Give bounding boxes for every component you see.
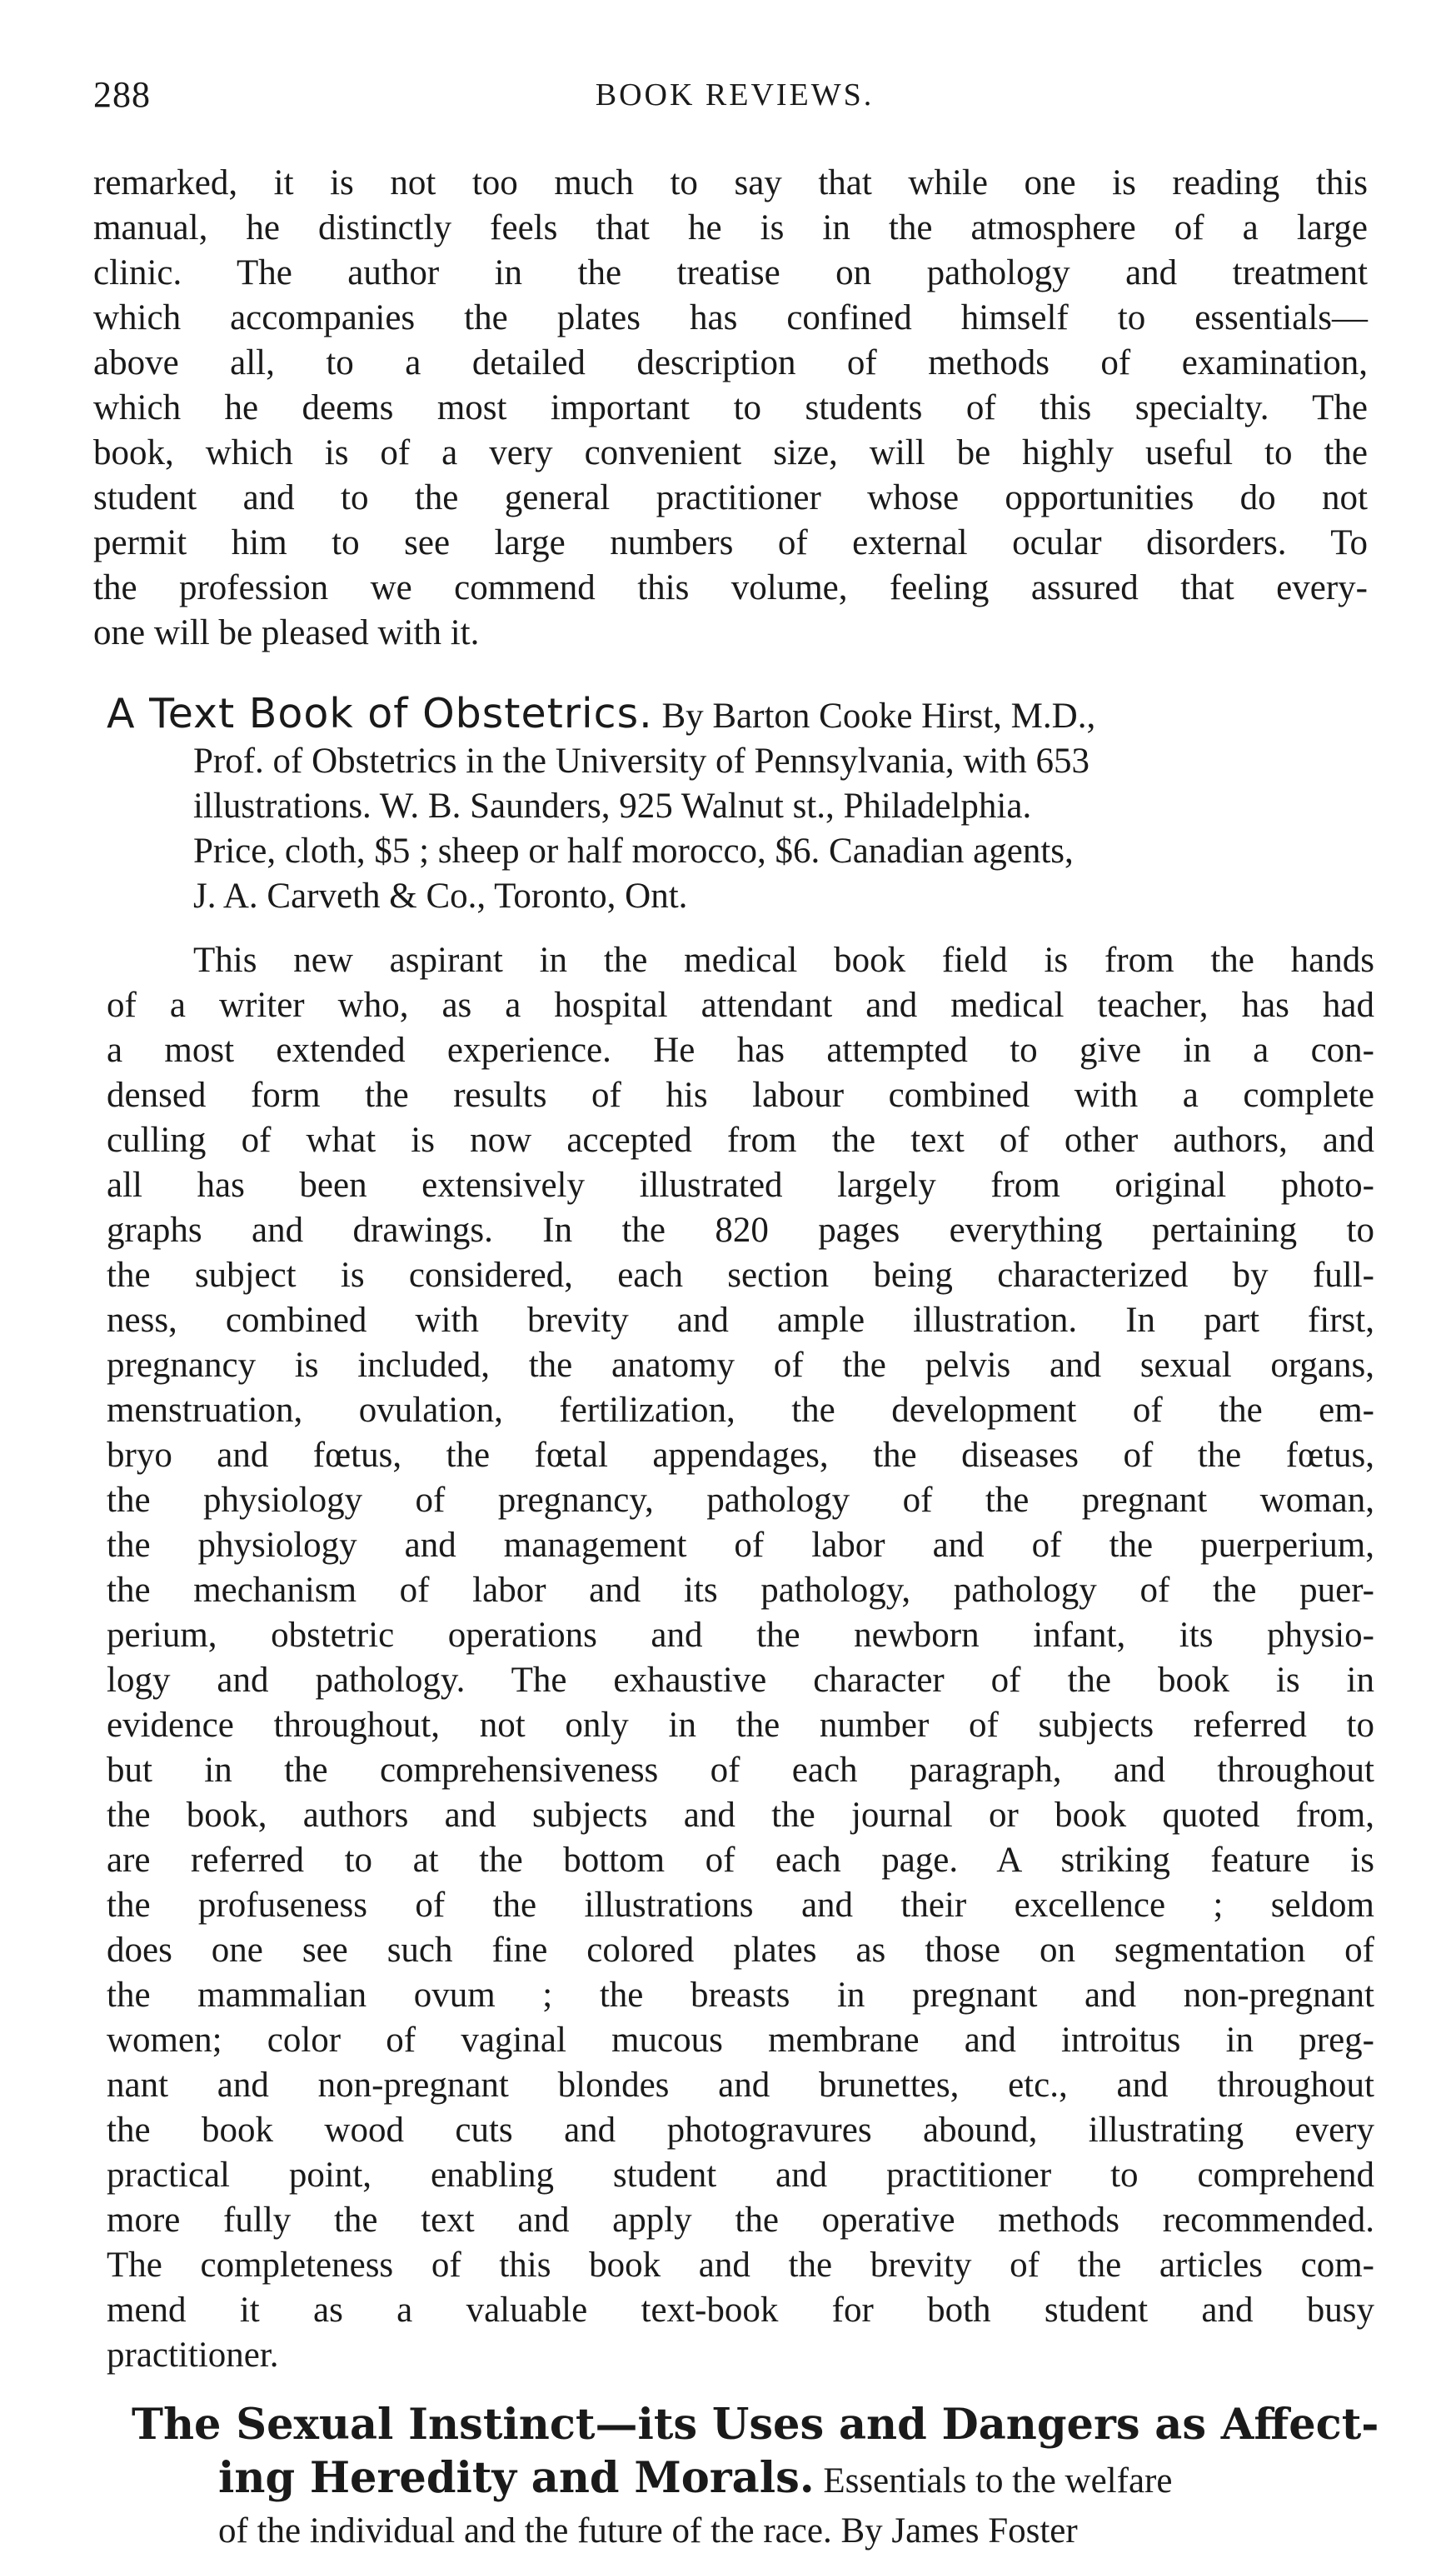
text-line: the profession we commend this volume, feeling assured that every-	[93, 568, 1368, 607]
heading-line	[132, 2453, 1381, 2506]
text-line: book, which is of a very convenient size, will be highly useful to the	[93, 433, 1368, 472]
continued-review-paragraph	[93, 161, 1368, 656]
review-heading-obstetrics	[107, 692, 1381, 919]
review-byline: By Barton Cooke Hirst, M.D.,	[661, 697, 1096, 736]
review-heading-sexual-instinct	[132, 2400, 1381, 2556]
text-line: the physiology and management of labor and of the puerperium,	[107, 1526, 1374, 1565]
text-line: the mammalian ovum ; the breasts in pregnant and non-pregnant	[107, 1976, 1374, 2015]
obstetrics-review-paragraph	[107, 938, 1374, 2378]
text-line: are referred to at the bottom of each page. A striking feature is	[107, 1841, 1374, 1880]
text-line: the profuseness of the illustrations and their excellence ; seldom	[107, 1886, 1374, 1925]
review-title: A Text Book of Obstetrics.	[107, 690, 653, 737]
text-line: perium, obstetric operations and the newborn infant, its physio-	[107, 1616, 1374, 1655]
text-line: practitioner.	[107, 2336, 279, 2375]
text-line: the physiology of pregnancy, pathology of the pregnant woman,	[107, 1481, 1374, 1520]
text-line: the book wood cuts and photogravures abound, illustrating every	[107, 2111, 1374, 2150]
text-line: bryo and fœtus, the fœtal appendages, the diseases of the fœtus,	[107, 1436, 1374, 1475]
heading-line	[132, 2400, 1381, 2453]
heading-line: of the individual and the future of the race. By James Foster	[218, 2511, 1078, 2551]
text-line: permit him to see large numbers of external ocular disorders. To	[93, 523, 1368, 562]
text-line: does one see such fine colored plates as those on segmentation of	[107, 1931, 1374, 1970]
text-line: remarked, it is not too much to say that while one is reading this	[93, 163, 1368, 202]
text-line: which accompanies the plates has confined himself to essentials—	[93, 298, 1368, 337]
text-line: The completeness of this book and the brevity of the articles com-	[107, 2246, 1374, 2285]
text-line: the book, authors and subjects and the journal or book quoted from,	[107, 1796, 1374, 1835]
text-line: ness, combined with brevity and ample illustration. In part first,	[107, 1301, 1374, 1340]
text-line: which he deems most important to students of this specialty. The	[93, 388, 1368, 427]
review-title: The Sexual Instinct—its Uses and Dangers as Affect-	[132, 2400, 1379, 2450]
text-line: a most extended experience. He has attempted to give in a con-	[107, 1031, 1374, 1070]
text-line: one will be pleased with it.	[93, 613, 480, 652]
heading-line: Prof. of Obstetrics in the University of Pennsylvania, with 653	[193, 742, 1090, 781]
running-head	[93, 73, 1376, 123]
heading-line	[107, 692, 1381, 739]
text-line: This new aspirant in the medical book field is from the hands	[193, 941, 1374, 980]
text-line: the subject is considered, each section being characterized by full-	[107, 1256, 1374, 1295]
text-line: but in the comprehensiveness of each paragraph, and throughout	[107, 1751, 1374, 1790]
text-line: all has been extensively illustrated largely from original photo-	[107, 1166, 1374, 1205]
text-line: pregnancy is included, the anatomy of the pelvis and sexual organs,	[107, 1346, 1374, 1385]
text-line: menstruation, ovulation, fertilization, the development of the em-	[107, 1391, 1374, 1430]
text-line: densed form the results of his labour combined with a complete	[107, 1076, 1374, 1115]
text-line: women; color of vaginal mucous membrane and introitus in preg-	[107, 2021, 1374, 2060]
text-line: logy and pathology. The exhaustive character of the book is in	[107, 1661, 1374, 1700]
heading-line: Price, cloth, $5 ; sheep or half morocco, $6. Canadian agents,	[193, 832, 1074, 871]
review-subtitle: Essentials to the welfare	[823, 2461, 1173, 2501]
heading-line: J. A. Carveth & Co., Toronto, Ont.	[193, 877, 688, 916]
text-line: more fully the text and apply the operative methods recommended.	[107, 2201, 1374, 2240]
text-line: above all, to a detailed description of methods of examination,	[93, 343, 1368, 382]
page-number: 288	[93, 74, 151, 115]
text-line: clinic. The author in the treatise on pathology and treatment	[93, 253, 1368, 292]
text-line: of a writer who, as a hospital attendant and medical teacher, has had	[107, 986, 1374, 1025]
review-title-continued: ing Heredity and Morals.	[218, 2453, 815, 2503]
running-title: BOOK REVIEWS.	[595, 77, 875, 112]
text-line: the mechanism of labor and its pathology, pathology of the puer-	[107, 1571, 1374, 1610]
text-line: culling of what is now accepted from the text of other authors, and	[107, 1121, 1374, 1160]
text-line: manual, he distinctly feels that he is in the atmosphere of a large	[93, 208, 1368, 247]
text-line: student and to the general practitioner whose opportunities do not	[93, 478, 1368, 517]
text-line: practical point, enabling student and practitioner to comprehend	[107, 2156, 1374, 2195]
text-line: evidence throughout, not only in the number of subjects referred to	[107, 1706, 1374, 1745]
text-line: mend it as a valuable text-book for both student and busy	[107, 2291, 1374, 2330]
text-line: nant and non-pregnant blondes and brunettes, etc., and throughout	[107, 2066, 1374, 2105]
heading-line: illustrations. W. B. Saunders, 925 Walnut st., Philadelphia.	[193, 787, 1032, 826]
text-line: graphs and drawings. In the 820 pages everything pertaining to	[107, 1211, 1374, 1250]
